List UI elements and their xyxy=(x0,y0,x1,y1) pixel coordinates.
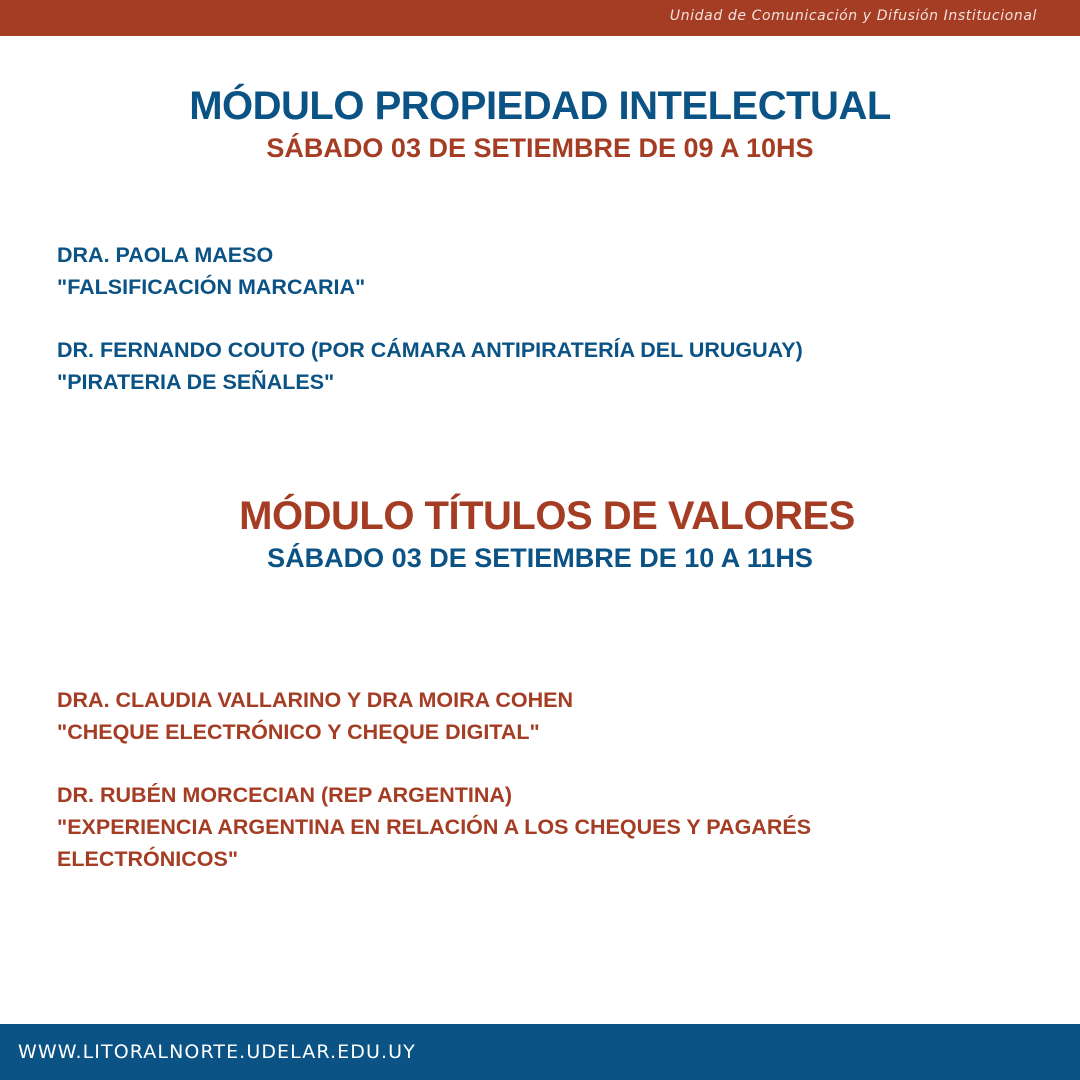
talk-2-title: "PIRATERIA DE SEÑALES" xyxy=(57,370,335,394)
talk-4-speaker: DR. RUBÉN MORCECIAN (REP ARGENTINA) xyxy=(57,783,513,807)
talk-1-speaker: DRA. PAOLA MAESO xyxy=(57,243,274,267)
talk-1 xyxy=(57,239,1037,303)
header-bar xyxy=(0,0,1080,36)
footer-bar xyxy=(0,1024,1080,1080)
module-2-date: SÁBADO 03 DE SETIEMBRE DE 10 A 11HS xyxy=(267,543,813,573)
module-2-title: MÓDULO TÍTULOS DE VALORES xyxy=(239,494,855,538)
talk-4 xyxy=(57,779,1037,875)
module-1-date: SÁBADO 03 DE SETIEMBRE DE 09 A 10HS xyxy=(266,133,814,163)
talk-1-title: "FALSIFICACIÓN MARCARIA" xyxy=(57,275,366,299)
talk-2-speaker: DR. FERNANDO COUTO (POR CÁMARA ANTIPIRATERÍA DEL URUGUAY) xyxy=(57,338,803,362)
talk-3 xyxy=(57,684,1037,748)
talk-3-title: "CHEQUE ELECTRÓNICO Y CHEQUE DIGITAL" xyxy=(57,720,540,744)
talk-4-title-line-2: ELECTRÓNICOS" xyxy=(57,847,239,871)
talk-4-title-line-1: "EXPERIENCIA ARGENTINA EN RELACIÓN A LOS CHEQUES Y PAGARÉS xyxy=(57,815,812,839)
talk-2 xyxy=(57,334,1037,398)
website-url: WWW.LITORALNORTE.UDELAR.EDU.UY xyxy=(18,1041,416,1063)
module-1-title: MÓDULO PROPIEDAD INTELECTUAL xyxy=(189,84,891,128)
talk-3-speaker: DRA. CLAUDIA VALLARINO Y DRA MOIRA COHEN xyxy=(57,688,573,712)
header-text: Unidad de Comunicación y Difusión Institucional xyxy=(669,8,1037,24)
